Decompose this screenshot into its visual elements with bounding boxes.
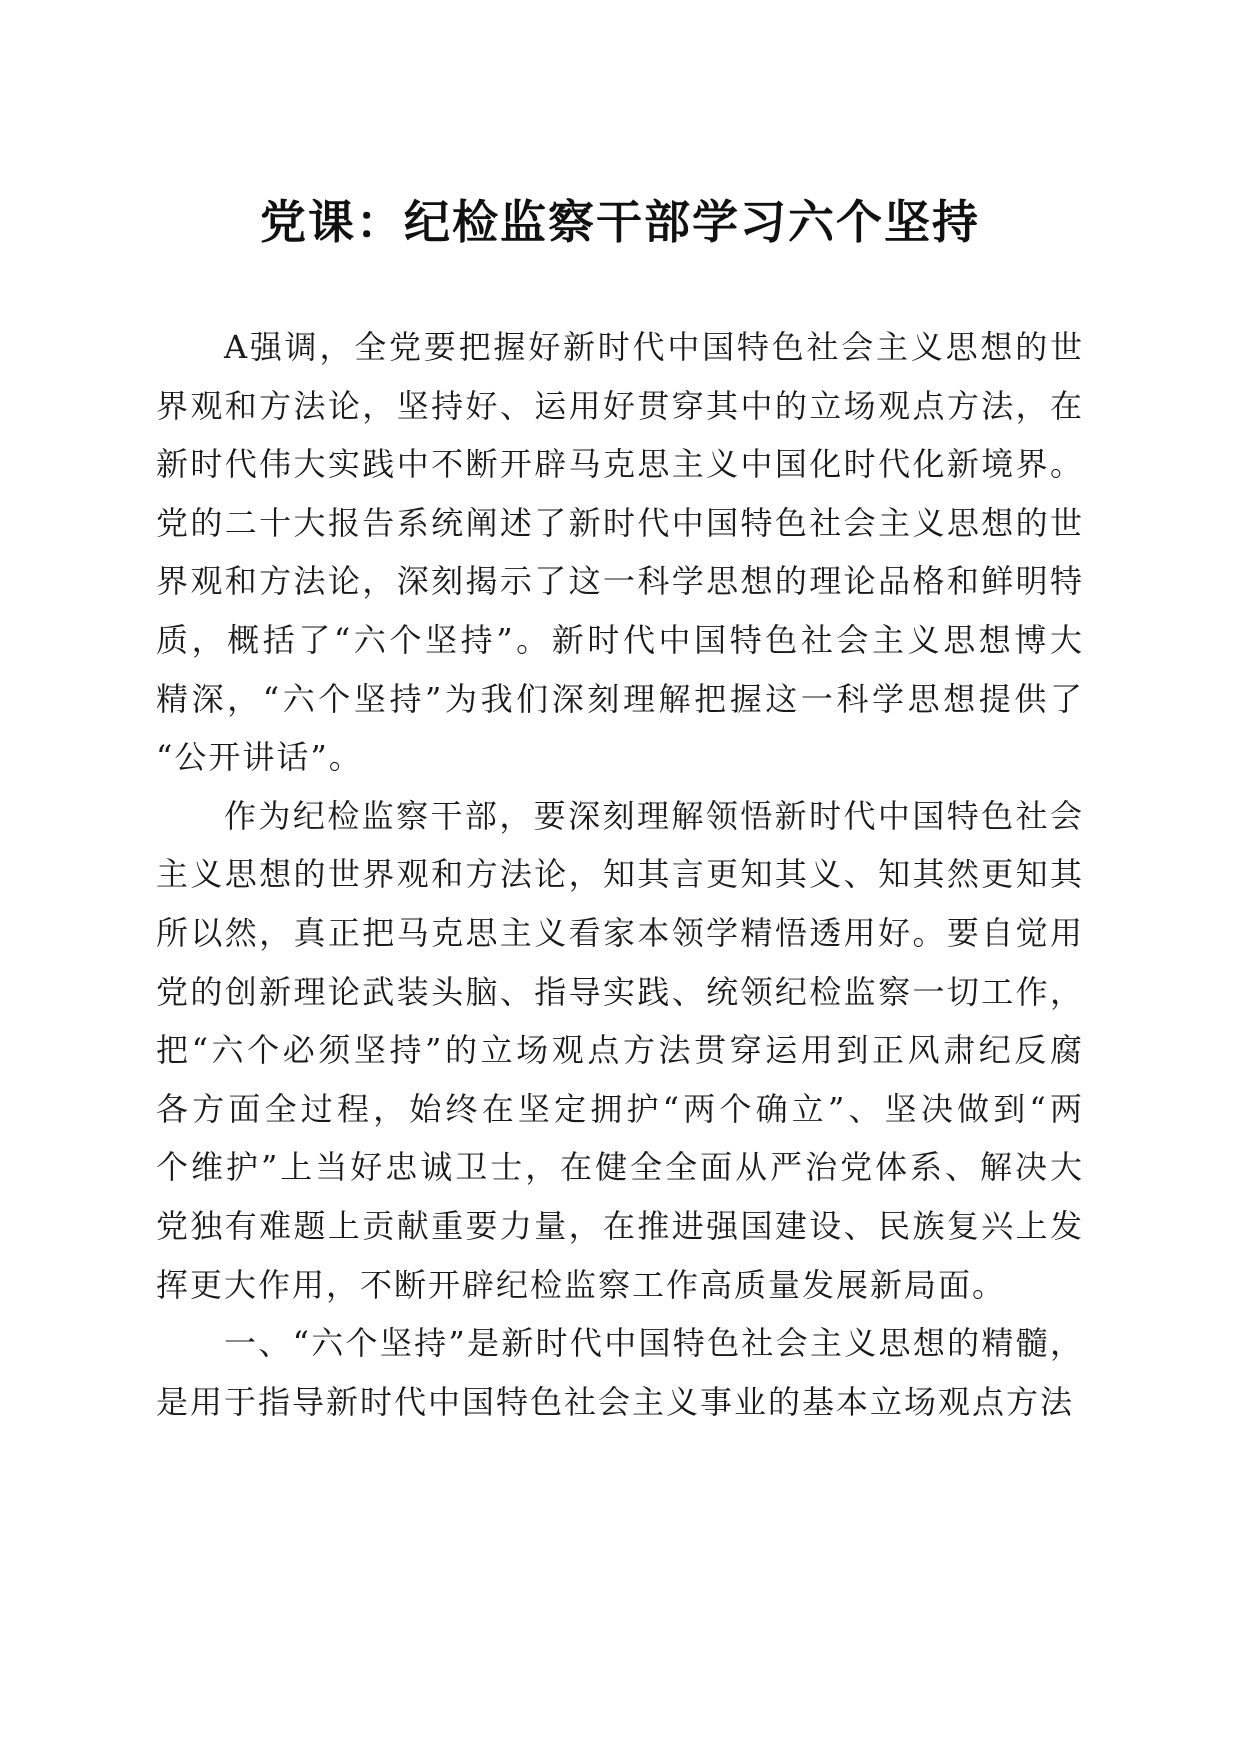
paragraph-line: 界观和方法论，深刻揭示了这一科学思想的理论品格和鲜明特	[156, 562, 1084, 601]
paragraph-3	[156, 1314, 1084, 1431]
paragraph-line: 是用于指导新时代中国特色社会主义事业的基本立场观点方法	[156, 1382, 1075, 1421]
paragraph-line: A强调，全党要把握好新时代中国特色社会主义思想的世	[224, 328, 1084, 366]
paragraph-line: 挥更大作用，不断开辟纪检监察工作高质量发展新局面。	[156, 1265, 1007, 1304]
paragraph-line: 个维护”上当好忠诚卫士，在健全全面从严治党体系、解决大	[156, 1148, 1084, 1187]
paragraph-line: 界观和方法论，坚持好、运用好贯穿其中的立场观点方法，在	[156, 386, 1084, 425]
paragraph-2	[156, 787, 1084, 1314]
paragraph-line: 质，概括了“六个坚持”。新时代中国特色社会主义思想博大	[156, 620, 1084, 659]
paragraph-line: 把“六个必须坚持”的立场观点方法贯穿运用到正风肃纪反腐	[156, 1031, 1084, 1070]
paragraph-line: 精深，“六个坚持”为我们深刻理解把握这一科学思想提供了	[156, 679, 1084, 718]
paragraph-line: 各方面全过程，始终在坚定拥护“两个确立”、坚决做到“两	[156, 1089, 1084, 1128]
paragraph-line: 主义思想的世界观和方法论，知其言更知其义、知其然更知其	[156, 855, 1084, 894]
paragraph-line: 一、“六个坚持”是新时代中国特色社会主义思想的精髓，	[224, 1324, 1084, 1363]
document-body	[156, 318, 1084, 1431]
paragraph-line: 党的二十大报告系统阐述了新时代中国特色社会主义思想的世	[156, 503, 1084, 542]
paragraph-line: 党独有难题上贡献重要力量，在推进强国建设、民族复兴上发	[156, 1206, 1084, 1245]
paragraph-line: 新时代伟大实践中不断开辟马克思主义中国化时代化新境界。	[156, 445, 1084, 484]
paragraph-line: 作为纪检监察干部，要深刻理解领悟新时代中国特色社会	[224, 796, 1084, 835]
paragraph-line: 党的创新理论武装头脑、指导实践、统领纪检监察一切工作，	[156, 972, 1084, 1011]
paragraph-1	[156, 318, 1084, 787]
paragraph-line: “公开讲话”。	[156, 738, 363, 777]
document-title: 党课：纪检监察干部学习六个坚持	[260, 195, 980, 249]
paragraph-line: 所以然，真正把马克思主义看家本领学精悟透用好。要自觉用	[156, 913, 1084, 952]
